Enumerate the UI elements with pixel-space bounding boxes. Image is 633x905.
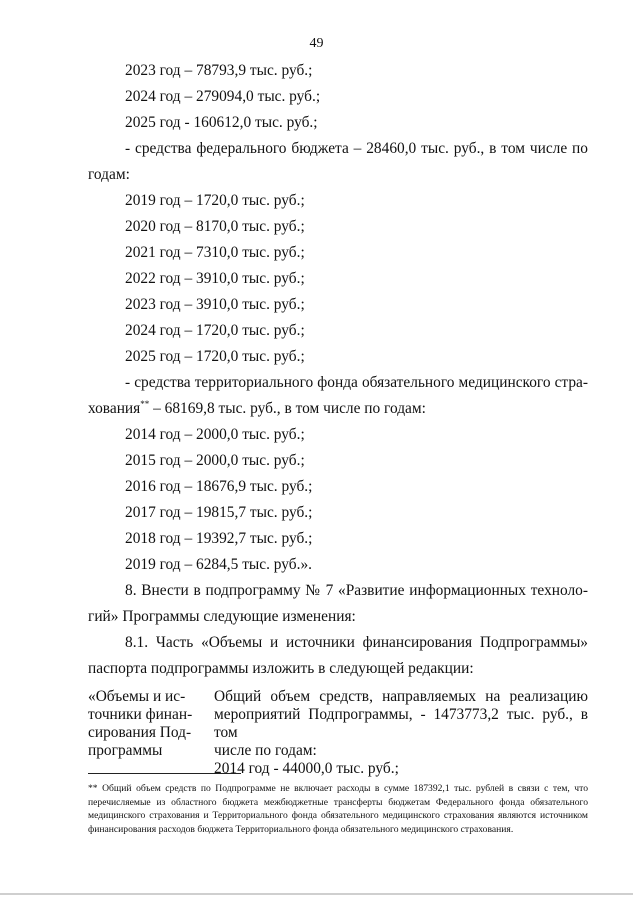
table-value-line: числе по годам:	[214, 742, 317, 759]
table-value-line: Общий объем средств, направляемых на реализацию	[214, 688, 588, 705]
footnote-separator	[88, 773, 241, 774]
text-line: 8.1. Часть «Объемы и источники финансирования Подпрограммы»	[125, 634, 588, 651]
text-line: - средства территориального фонда обязательного медицинского стра-	[125, 374, 588, 391]
text-line: паспорта подпрограммы изложить в следующей редакции:	[88, 660, 474, 677]
page-number: 49	[309, 36, 324, 51]
text-line: 2023 год – 3910,0 тыс. руб.;	[125, 296, 305, 313]
text-line: 2024 год – 279094,0 тыс. руб.;	[125, 88, 321, 105]
text-line: 2021 год – 7310,0 тыс. руб.;	[125, 244, 305, 261]
text-line: 2016 год – 18676,9 тыс. руб.;	[125, 478, 313, 495]
text-line: 2018 год – 19392,7 тыс. руб.;	[125, 530, 313, 547]
text-line: 2015 год – 2000,0 тыс. руб.;	[125, 452, 305, 469]
text-line: годам:	[88, 166, 130, 183]
footnote-marker: **	[140, 398, 150, 409]
text-line: 2023 год – 78793,9 тыс. руб.;	[125, 62, 313, 79]
text-line: 2022 год – 3910,0 тыс. руб.;	[125, 270, 305, 287]
text-line: 2024 год – 1720,0 тыс. руб.;	[125, 322, 305, 339]
table-label-cell	[88, 688, 206, 760]
text-line: 2017 год – 19815,7 тыс. руб.;	[125, 504, 313, 521]
text-line: 2025 год – 1720,0 тыс. руб.;	[125, 348, 305, 365]
text-fragment: хования	[88, 400, 141, 417]
text-line: 2025 год - 160612,0 тыс. руб.;	[125, 114, 318, 131]
footnote-text: ** Общий объем средств по Подпрограмме не включает расходы в сумме 187392,1 тыс. рублей в связи с тем, что перечисляемые из областного бюджета межбюджетные трансферты бюджетам Федерального фонда обязательного медицинского страхования и Территориального фонда обязательного медицинского страхования являются источником финансирования расходов бюджета Территориального фонда обязательного медицинского страхования.	[88, 783, 588, 835]
text-fragment: – 68169,8 тыс. руб., в том числе по годам:	[149, 400, 426, 417]
text-line: 2020 год – 8170,0 тыс. руб.;	[125, 218, 305, 235]
text-line: 8. Внести в подпрограмму № 7 «Развитие информационных техноло-	[125, 582, 588, 599]
table-label-line: «Объемы и ис-	[88, 688, 186, 705]
table-label-line: точники финан-	[88, 706, 193, 723]
table-label-line: сирования Под-	[88, 724, 192, 741]
text-line: - средства федерального бюджета – 28460,0 тыс. руб., в том числе по	[125, 140, 588, 157]
table-label-line: программы	[88, 742, 163, 759]
text-line: гий» Программы следующие изменения:	[88, 608, 356, 625]
text-line: 2014 год – 2000,0 тыс. руб.;	[125, 426, 305, 443]
text-line: 2019 год – 6284,5 тыс. руб.».	[125, 556, 313, 573]
table-value-line: мероприятий Подпрограммы, - 1473773,2 тыс. руб., в том	[214, 706, 588, 741]
table-value-cell	[214, 688, 588, 778]
table-value-line: 2014 год - 44000,0 тыс. руб.;	[214, 760, 399, 777]
page-edge-divider	[0, 893, 633, 895]
text-line: 2019 год – 1720,0 тыс. руб.;	[125, 192, 305, 209]
text-line	[88, 400, 426, 418]
